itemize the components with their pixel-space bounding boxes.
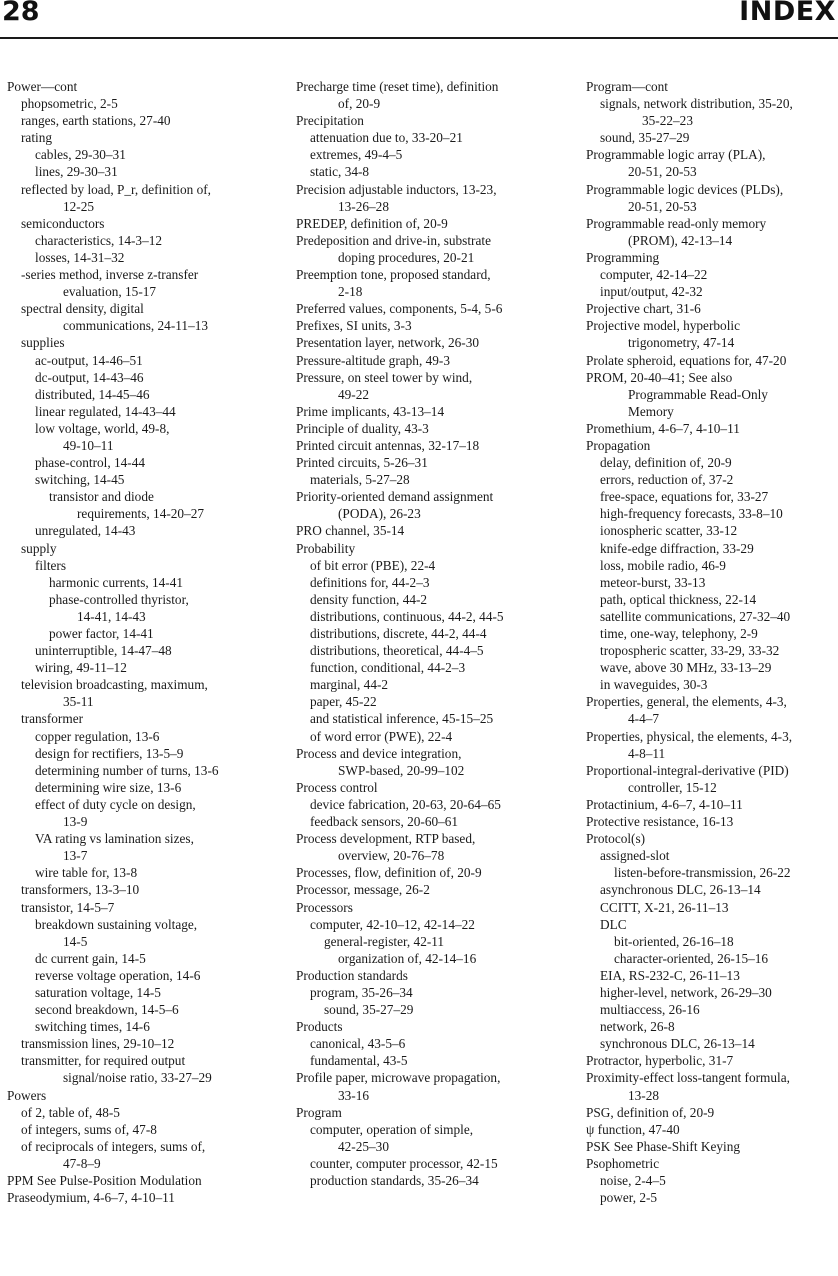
index-entry: extremes, 49-4–5 xyxy=(310,147,403,163)
index-entry: Precision adjustable inductors, 13-23, xyxy=(296,181,497,197)
index-entry: 13-7 xyxy=(63,848,88,864)
index-entry: general-register, 42-11 xyxy=(324,933,445,949)
index-entry: Preemption tone, proposed standard, xyxy=(296,267,491,283)
index-entry: 35-11 xyxy=(63,694,94,710)
index-entry: saturation voltage, 14-5 xyxy=(35,984,161,1000)
index-entry: organization of, 42-14–16 xyxy=(338,950,477,966)
index-entry: determining number of turns, 13-6 xyxy=(35,762,219,778)
index-entry: trigonometry, 47-14 xyxy=(628,335,735,351)
index-entry: Power—cont xyxy=(7,79,78,94)
index-entry: errors, reduction of, 37-2 xyxy=(600,472,734,488)
index-entry: reverse voltage operation, 14-6 xyxy=(35,967,201,983)
index-entry: character-oriented, 26-15–16 xyxy=(614,950,769,966)
index-entry: supply xyxy=(21,540,57,556)
index-entry: PROM, 20-40–41; See also xyxy=(586,369,733,385)
index-entry: ionospheric scatter, 33-12 xyxy=(600,523,738,539)
index-entry: 35-22–23 xyxy=(642,113,693,129)
page-title: INDEX xyxy=(739,0,836,27)
index-entry: Principle of duality, 43-3 xyxy=(296,420,429,436)
index-entry: DLC xyxy=(600,916,627,932)
index-entry: switching, 14-45 xyxy=(35,472,125,488)
index-entry: spectral density, digital xyxy=(21,301,144,317)
index-entry: 49-10–11 xyxy=(63,437,114,453)
index-entry: design for rectifiers, 13-5–9 xyxy=(35,745,184,761)
index-entry: -series method, inverse z-transfer xyxy=(21,267,199,283)
index-entry: noise, 2-4–5 xyxy=(600,1173,666,1188)
index-entry: ac-output, 14-46–51 xyxy=(35,352,143,368)
index-entry: power, 2-5 xyxy=(600,1190,658,1206)
index-entry: evaluation, 15-17 xyxy=(63,284,157,300)
index-entry: distributed, 14-45–46 xyxy=(35,386,150,402)
index-entry: network, 26-8 xyxy=(600,1019,675,1035)
index-entry: signals, network distribution, 35-20, xyxy=(600,96,793,112)
index-entry: Programmable logic devices (PLDs), xyxy=(586,181,784,197)
index-entry: of, 20-9 xyxy=(338,96,381,112)
index-entry: computer, 42-14–22 xyxy=(600,267,708,283)
index-entry: (PROM), 42-13–14 xyxy=(628,232,733,248)
index-entry: high-frequency forecasts, 33-8–10 xyxy=(600,506,783,522)
index-entry: Prefixes, SI units, 3-3 xyxy=(296,318,412,334)
index-entry: 13-26–28 xyxy=(338,198,389,214)
index-entry: Processors xyxy=(296,899,353,915)
index-entry: dc current gain, 14-5 xyxy=(35,950,146,966)
index-entry: Probability xyxy=(296,540,356,556)
index-entry: Programmable read-only memory xyxy=(586,215,767,231)
index-entry: production standards, 35-26–34 xyxy=(310,1173,479,1188)
index-entry: meteor-burst, 33-13 xyxy=(600,574,706,590)
index-entry: television broadcasting, maximum, xyxy=(21,677,208,693)
index-entry: assigned-slot xyxy=(600,848,670,864)
index-entry: of word error (PWE), 22-4 xyxy=(310,728,453,744)
index-entry: phase-control, 14-44 xyxy=(35,455,146,471)
index-entry: transmission lines, 29-10–12 xyxy=(21,1036,175,1052)
index-entry: canonical, 43-5–6 xyxy=(310,1036,406,1052)
index-entry: Proximity-effect loss-tangent formula, xyxy=(586,1070,790,1086)
index-entry: 14-5 xyxy=(63,933,88,949)
index-entry: effect of duty cycle on design, xyxy=(35,796,196,812)
index-entry: multiaccess, 26-16 xyxy=(600,1002,700,1018)
index-entry: Properties, physical, the elements, 4-3, xyxy=(586,728,793,744)
index-entry: wave, above 30 MHz, 33-13–29 xyxy=(600,660,772,676)
index-entry: Printed circuits, 5-26–31 xyxy=(296,455,428,471)
index-entry: second breakdown, 14-5–6 xyxy=(35,1002,179,1018)
index-entry: requirements, 14-20–27 xyxy=(77,506,205,522)
index-entry: Processor, message, 26-2 xyxy=(296,882,430,898)
index-entry: loss, mobile radio, 46-9 xyxy=(600,557,726,573)
index-entry: reflected by load, P_r, definition of, xyxy=(21,181,211,197)
index-entry: distributions, theoretical, 44-4–5 xyxy=(310,643,484,659)
page-number: 28 xyxy=(2,0,40,27)
index-entry: uninterruptible, 14-47–48 xyxy=(35,643,172,659)
index-entry: knife-edge diffraction, 33-29 xyxy=(600,540,754,556)
index-entry: Process and device integration, xyxy=(296,745,462,761)
index-entry: switching times, 14-6 xyxy=(35,1019,150,1035)
index-entry: Processes, flow, definition of, 20-9 xyxy=(296,865,482,881)
index-entry: EIA, RS-232-C, 26-11–13 xyxy=(600,967,740,983)
index-entry: harmonic currents, 14-41 xyxy=(49,574,184,590)
index-entry: PREDEP, definition of, 20-9 xyxy=(296,215,448,231)
index-entry: Profile paper, microwave propagation, xyxy=(296,1070,501,1086)
index-entry: function, conditional, 44-2–3 xyxy=(310,660,466,676)
index-entry: transformer xyxy=(21,711,84,727)
index-entry: unregulated, 14-43 xyxy=(35,523,136,539)
index-entry: 33-16 xyxy=(338,1087,370,1103)
index-entry: Presentation layer, network, 26-30 xyxy=(296,335,479,351)
index-entry: Pressure, on steel tower by wind, xyxy=(296,369,473,385)
index-entry: linear regulated, 14-43–44 xyxy=(35,403,176,419)
index-entry: ψ function, 47-40 xyxy=(586,1121,680,1137)
index-entry: overview, 20-76–78 xyxy=(338,848,445,864)
index-entry: Projective model, hyperbolic xyxy=(586,318,740,334)
index-entry: free-space, equations for, 33-27 xyxy=(600,489,769,505)
index-entry: device fabrication, 20-63, 20-64–65 xyxy=(310,796,501,812)
index-entry: 20-51, 20-53 xyxy=(628,198,697,214)
index-entry: signal/noise ratio, 33-27–29 xyxy=(63,1070,212,1086)
index-entry: Prime implicants, 43-13–14 xyxy=(296,403,445,419)
index-entry: materials, 5-27–28 xyxy=(310,472,410,488)
index-entry: tropospheric scatter, 33-29, 33-32 xyxy=(600,643,780,659)
index-column-1 xyxy=(7,78,283,1206)
index-entry: definitions for, 44-2–3 xyxy=(310,574,430,590)
index-entry: computer, 42-10–12, 42-14–22 xyxy=(310,916,475,932)
index-entry: (PODA), 26-23 xyxy=(338,506,421,522)
index-entry: Programming xyxy=(586,249,660,265)
index-entry: cables, 29-30–31 xyxy=(35,147,126,163)
index-entry: of reciprocals of integers, sums of, xyxy=(21,1138,206,1154)
index-entry: Protective resistance, 16-13 xyxy=(586,814,734,830)
index-entry: transistor, 14-5–7 xyxy=(21,899,115,915)
index-entry: path, optical thickness, 22-14 xyxy=(600,591,757,607)
index-entry: Printed circuit antennas, 32-17–18 xyxy=(296,437,480,453)
index-entry: of integers, sums of, 47-8 xyxy=(21,1121,157,1137)
index-entry: of bit error (PBE), 22-4 xyxy=(310,557,436,573)
index-entry: synchronous DLC, 26-13–14 xyxy=(600,1036,755,1052)
index-entry: input/output, 42-32 xyxy=(600,284,703,300)
index-entry: higher-level, network, 26-29–30 xyxy=(600,984,772,1000)
index-entry: computer, operation of simple, xyxy=(310,1121,474,1137)
index-entry: transformers, 13-3–10 xyxy=(21,882,140,898)
index-entry: SWP-based, 20-99–102 xyxy=(338,762,465,778)
index-entry: filters xyxy=(35,557,67,573)
index-entry: 2-18 xyxy=(338,284,363,300)
index-entry: distributions, continuous, 44-2, 44-5 xyxy=(310,608,504,624)
index-entry: lines, 29-30–31 xyxy=(35,164,118,180)
index-entry: 14-41, 14-43 xyxy=(77,608,146,624)
index-entry: Programmable Read-Only xyxy=(628,386,768,402)
index-entry: VA rating vs lamination sizes, xyxy=(35,831,194,847)
index-entry: dc-output, 14-43–46 xyxy=(35,369,144,385)
index-entry: attenuation due to, 33-20–21 xyxy=(310,130,463,146)
index-entry: delay, definition of, 20-9 xyxy=(600,455,732,471)
index-entry: wiring, 49-11–12 xyxy=(35,660,127,676)
index-entry: Program xyxy=(296,1104,342,1120)
index-entry: losses, 14-31–32 xyxy=(35,249,125,265)
index-entry: Pressure-altitude graph, 49-3 xyxy=(296,352,450,368)
index-entry: Process development, RTP based, xyxy=(296,831,476,847)
index-entry: marginal, 44-2 xyxy=(310,677,389,693)
index-entry: asynchronous DLC, 26-13–14 xyxy=(600,882,761,898)
index-entry: sound, 35-27–29 xyxy=(600,130,690,146)
index-entry: bit-oriented, 26-16–18 xyxy=(614,933,734,949)
index-entry: doping procedures, 20-21 xyxy=(338,249,475,265)
index-entry: Precipitation xyxy=(296,113,364,129)
index-entry: PPM See Pulse-Position Modulation xyxy=(7,1173,202,1188)
index-entry: PSG, definition of, 20-9 xyxy=(586,1104,715,1120)
index-entry: 42-25–30 xyxy=(338,1138,389,1154)
index-entry: in waveguides, 30-3 xyxy=(600,677,708,693)
index-entry: wire table for, 13-8 xyxy=(35,865,138,881)
index-entry: 49-22 xyxy=(338,386,370,402)
index-entry: Memory xyxy=(628,403,674,419)
index-entry: Programmable logic array (PLA), xyxy=(586,147,766,163)
index-entry: Projective chart, 31-6 xyxy=(586,301,701,317)
index-entry: controller, 15-12 xyxy=(628,779,717,795)
index-entry: Priority-oriented demand assignment xyxy=(296,489,494,505)
index-entry: semiconductors xyxy=(21,215,105,231)
index-entry: time, one-way, telephony, 2-9 xyxy=(600,626,758,641)
index-entry: Precharge time (reset time), definition xyxy=(296,79,499,94)
index-entry: Psophometric xyxy=(586,1155,660,1171)
index-entry: Praseodymium, 4-6–7, 4-10–11 xyxy=(7,1190,175,1206)
index-entry: Prolate spheroid, equations for, 47-20 xyxy=(586,352,787,368)
index-entry: low voltage, world, 49-8, xyxy=(35,420,170,436)
index-entry: sound, 35-27–29 xyxy=(324,1002,414,1018)
index-entry: characteristics, 14-3–12 xyxy=(35,232,163,248)
index-entry: Program—cont xyxy=(586,79,668,94)
index-entry: 13-9 xyxy=(63,814,88,830)
index-column-2 xyxy=(296,78,578,1189)
index-entry: power factor, 14-41 xyxy=(49,626,154,641)
index-entry: 4-4–7 xyxy=(628,711,660,727)
index-entry: supplies xyxy=(21,335,65,351)
index-entry: rating xyxy=(21,130,53,146)
index-entry: counter, computer processor, 42-15 xyxy=(310,1155,498,1171)
index-entry: 4-8–11 xyxy=(628,745,666,761)
index-entry: and statistical inference, 45-15–25 xyxy=(310,711,494,727)
index-entry: 20-51, 20-53 xyxy=(628,164,697,180)
index-entry: PRO channel, 35-14 xyxy=(296,523,405,539)
index-entry: feedback sensors, 20-60–61 xyxy=(310,814,459,830)
index-entry: Proportional-integral-derivative (PID) xyxy=(586,762,789,778)
index-entry: static, 34-8 xyxy=(310,164,370,180)
header-rule xyxy=(0,37,838,39)
page-header xyxy=(0,0,838,40)
index-entry: phopsometric, 2-5 xyxy=(21,96,118,112)
index-entry: program, 35-26–34 xyxy=(310,984,413,1000)
index-entry: Production standards xyxy=(296,967,408,983)
index-entry: communications, 24-11–13 xyxy=(63,318,209,334)
index-entry: PSK See Phase-Shift Keying xyxy=(586,1138,741,1154)
index-entry: 13-28 xyxy=(628,1087,660,1103)
index-entry: listen-before-transmission, 26-22 xyxy=(614,865,791,881)
index-entry: Properties, general, the elements, 4-3, xyxy=(586,694,787,710)
index-entry: Predeposition and drive-in, substrate xyxy=(296,232,491,248)
index-entry: transmitter, for required output xyxy=(21,1053,186,1069)
index-entry: Preferred values, components, 5-4, 5-6 xyxy=(296,301,503,317)
index-entry: distributions, discrete, 44-2, 44-4 xyxy=(310,626,487,641)
index-entry: Protractor, hyperbolic, 31-7 xyxy=(586,1053,734,1069)
index-entry: Protactinium, 4-6–7, 4-10–11 xyxy=(586,796,743,812)
index-entry: copper regulation, 13-6 xyxy=(35,728,160,744)
index-entry: Products xyxy=(296,1019,343,1035)
index-entry: 12-25 xyxy=(63,198,95,214)
index-entry: Protocol(s) xyxy=(586,831,646,847)
index-entry: Powers xyxy=(7,1087,47,1103)
index-entry: ranges, earth stations, 27-40 xyxy=(21,113,171,129)
index-entry: satellite communications, 27-32–40 xyxy=(600,608,791,624)
index-entry: density function, 44-2 xyxy=(310,591,428,607)
index-entry: Process control xyxy=(296,779,378,795)
index-entry: paper, 45-22 xyxy=(310,694,377,710)
index-column-3 xyxy=(586,78,838,1206)
index-entry: fundamental, 43-5 xyxy=(310,1053,408,1069)
index-entry: of 2, table of, 48-5 xyxy=(21,1104,120,1120)
index-entry: breakdown sustaining voltage, xyxy=(35,916,198,932)
index-entry: phase-controlled thyristor, xyxy=(49,591,189,607)
index-entry: CCITT, X-21, 26-11–13 xyxy=(600,899,729,915)
index-entry: 47-8–9 xyxy=(63,1155,101,1171)
index-entry: Promethium, 4-6–7, 4-10–11 xyxy=(586,420,740,436)
index-entry: Propagation xyxy=(586,437,651,453)
index-entry: determining wire size, 13-6 xyxy=(35,779,182,795)
index-entry: transistor and diode xyxy=(49,489,154,505)
